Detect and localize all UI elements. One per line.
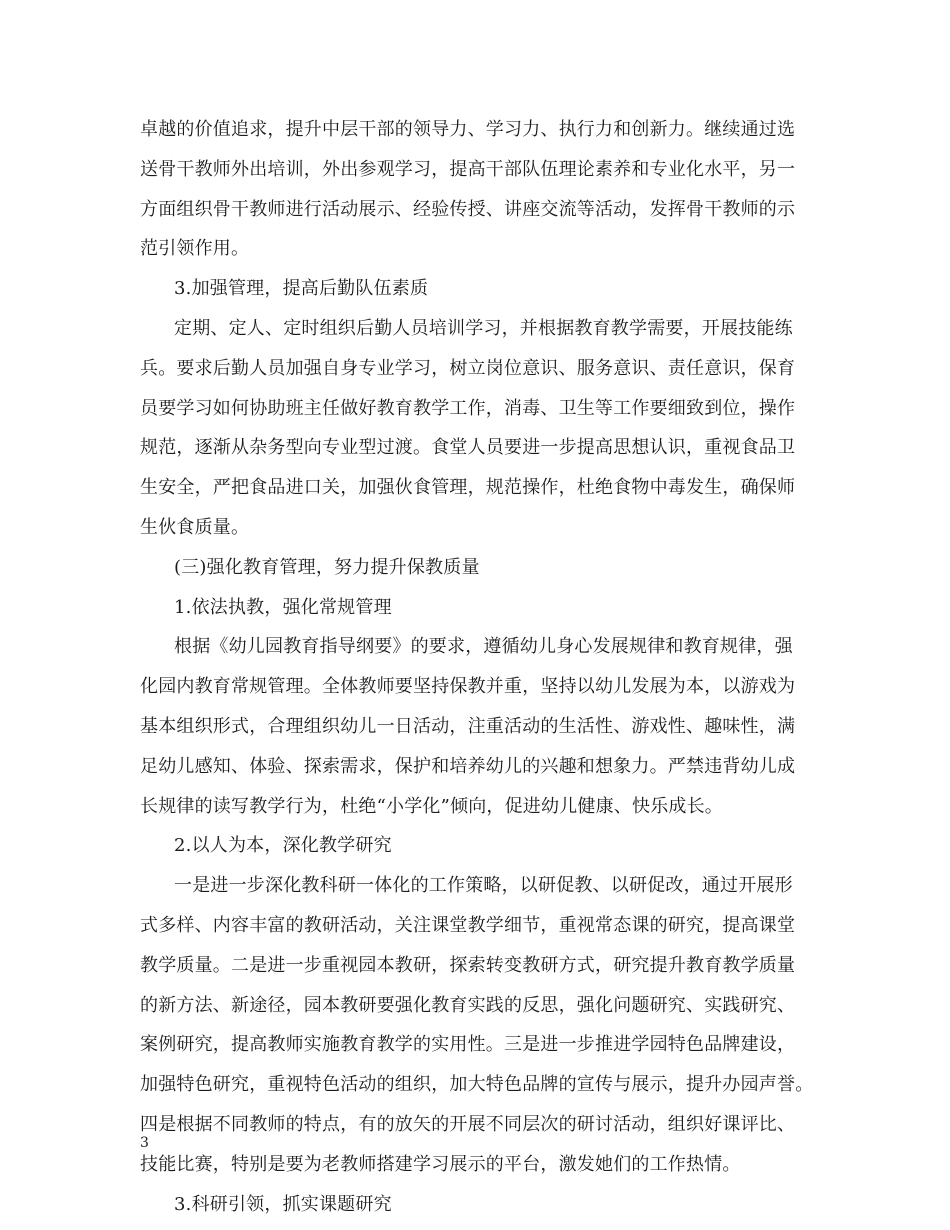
text-line: 方面组织骨干教师进行活动展示、经验传授、讲座交流等活动，发挥骨干教师的示	[140, 198, 796, 220]
text-line: 基本组织形式，合理组织幼儿一日活动，注重活动的生活性、游戏性、趣味性，满	[140, 715, 796, 737]
text-line: 员要学习如何协助班主任做好教育教学工作，消毒、卫生等工作要细致到位，操作	[140, 397, 796, 419]
text-line: 长规律的读写教学行为，杜绝“小学化”倾向，促进幼儿健康、快乐成长。	[140, 795, 724, 817]
text-line: 教学质量。二是进一步重视园本教研，探索转变教研方式，研究提升教育教学质量	[140, 954, 796, 976]
text-line: 兵。要求后勤人员加强自身专业学习，树立岗位意识、服务意识、责任意识，保育	[140, 357, 796, 379]
text-line: 化园内教育常规管理。全体教师要坚持保教并重，坚持以幼儿发展为本，以游戏为	[140, 676, 796, 698]
text-line: 1.依法执教，强化常规管理	[174, 596, 392, 618]
text-line: 生伙食质量。	[140, 516, 250, 538]
text-line: 技能比赛，特别是要为老教师搭建学习展示的平台，激发她们的工作热情。	[140, 1153, 741, 1175]
text-line: 足幼儿感知、体验、探索需求，保护和培养幼儿的兴趣和想象力。严禁违背幼儿成	[140, 755, 796, 777]
text-line: 定期、定人、定时组织后勤人员培训学习，并根据教育教学需要，开展技能练	[174, 317, 793, 339]
text-line: 式多样、内容丰富的教研活动，关注课堂教学细节，重视常态课的研究，提高课堂	[140, 914, 796, 936]
text-line: 2.以人为本，深化教学研究	[174, 835, 392, 857]
text-line: 卓越的价值追求，提升中层干部的领导力、学习力、执行力和创新力。继续通过选	[140, 119, 796, 140]
text-line: 四是根据不同教师的特点，有的放矢的开展不同层次的研讨活动，组织好课评比、	[140, 1113, 796, 1135]
text-line: 3.科研引领，抓实课题研究	[174, 1193, 392, 1215]
text-line: 的新方法、新途径，园本教研要强化教育实践的反思，强化问题研究、实践研究、	[140, 994, 796, 1016]
text-line: (三)强化教育管理，努力提升保教质量	[174, 556, 480, 578]
document-body	[140, 110, 830, 1224]
text-line: 案例研究，提高教师实施教育教学的实用性。三是进一步推进学园特色品牌建设，	[140, 1034, 796, 1056]
text-line: 3.加强管理，提高后勤队伍素质	[174, 278, 429, 300]
text-line: 范引领作用。	[140, 238, 250, 260]
text-line: 规范，逐渐从杂务型向专业型过渡。食堂人员要进一步提高思想认识，重视食品卫	[140, 437, 796, 459]
text-line: 加强特色研究，重视特色活动的组织，加大特色品牌的宣传与展示，提升办园声誉。	[140, 1074, 814, 1096]
text-line: 一是进一步深化教科研一体化的工作策略，以研促教、以研促改，通过开展形	[174, 875, 793, 897]
text-line: 根据《幼儿园教育指导纲要》的要求，遵循幼儿身心发展规律和教育规律，强	[174, 636, 793, 658]
text-line: 送骨干教师外出培训，外出参观学习，提高干部队伍理论素养和专业化水平，另一	[140, 158, 796, 180]
text-line: 生安全，严把食品进口关，加强伙食管理，规范操作，杜绝食物中毒发生，确保师	[140, 477, 796, 499]
page-number: 3	[140, 1135, 149, 1151]
